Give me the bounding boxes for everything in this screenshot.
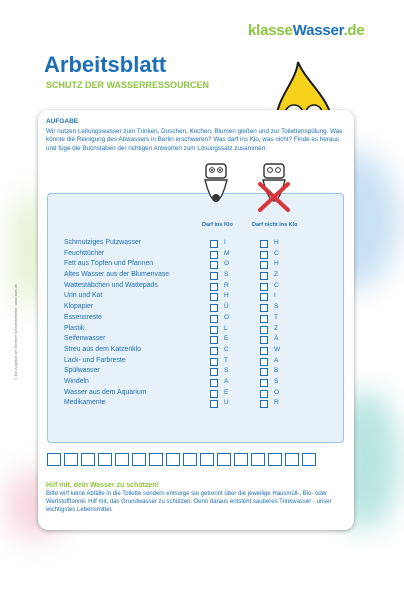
table-row xyxy=(64,399,304,410)
solution-letter-boxes xyxy=(47,453,319,466)
allowed-letter: E xyxy=(224,335,229,343)
not-allowed-letter: S xyxy=(274,303,279,311)
solution-letter-box[interactable] xyxy=(64,453,78,466)
not-allowed-checkbox[interactable] xyxy=(260,336,268,344)
row-item: Altes Wasser aus der Blumenvase xyxy=(64,271,170,279)
row-item: Streu aus dem Katzenklo xyxy=(64,345,141,353)
column-not-allowed-header: Darf nicht ins Klo xyxy=(252,222,298,228)
table-row xyxy=(64,303,304,314)
allowed-checkbox[interactable] xyxy=(210,390,218,398)
solution-letter-box[interactable] xyxy=(302,453,316,466)
allowed-letter: A xyxy=(224,377,229,385)
not-allowed-letter: T xyxy=(274,313,278,321)
allowed-checkbox[interactable] xyxy=(210,336,218,344)
not-allowed-checkbox[interactable] xyxy=(260,272,268,280)
solution-letter-box[interactable] xyxy=(251,453,265,466)
footer-title: Hilf mit, dein Wasser zu schützen! xyxy=(46,482,159,489)
row-item: Feuchttücher xyxy=(64,249,105,257)
not-allowed-letter: C xyxy=(274,281,279,289)
row-item: Urin und Kot xyxy=(64,292,103,300)
allowed-checkbox[interactable] xyxy=(210,347,218,355)
solution-letter-box[interactable] xyxy=(200,453,214,466)
allowed-checkbox[interactable] xyxy=(210,368,218,376)
table-row xyxy=(64,282,304,293)
row-item: Plastik xyxy=(64,324,85,332)
not-allowed-letter: H xyxy=(274,260,279,268)
allowed-checkbox[interactable] xyxy=(210,326,218,334)
allowed-letter: O xyxy=(224,313,230,321)
allowed-checkbox[interactable] xyxy=(210,283,218,291)
not-allowed-letter: Z xyxy=(274,324,278,332)
allowed-checkbox[interactable] xyxy=(210,261,218,269)
task-text: Wir nutzen Leitungswasser zum Trinken, Duschen, Kochen, Blumen gießen und zur Toilettenspülung. Was könnte die Reinigung des Abwassers in Berlin erschweren? Was darf ins Klo, was nicht? Finde es heraus und füge die Buchstaben der richtigen Antworten zum Lösungssatz zusammen: xyxy=(46,128,343,152)
row-item: Windeln xyxy=(64,377,89,385)
row-item: Essensreste xyxy=(64,313,102,321)
allowed-letter: S xyxy=(224,367,229,375)
not-allowed-letter: B xyxy=(274,367,279,375)
happy-toilet-icon xyxy=(201,162,231,220)
allowed-letter: L xyxy=(224,324,228,332)
allowed-checkbox[interactable] xyxy=(210,400,218,408)
page-title: Arbeitsblatt xyxy=(44,52,167,77)
not-allowed-letter: Z xyxy=(274,271,278,279)
allowed-checkbox[interactable] xyxy=(210,251,218,259)
table-row xyxy=(64,346,304,357)
row-item: Seifenwasser xyxy=(64,335,106,343)
not-allowed-checkbox[interactable] xyxy=(260,379,268,387)
allowed-letter: I xyxy=(224,239,226,246)
side-credit: © Ein Angebot der Berliner Wasserbetriebe, www.bwb.de xyxy=(14,284,18,380)
allowed-letter: C xyxy=(224,345,229,353)
table-row xyxy=(64,250,304,261)
allowed-checkbox[interactable] xyxy=(210,304,218,312)
allowed-letter: S xyxy=(224,271,229,279)
solution-letter-box[interactable] xyxy=(217,453,231,466)
allowed-checkbox[interactable] xyxy=(210,315,218,323)
solution-letter-box[interactable] xyxy=(47,453,61,466)
table-row xyxy=(64,325,304,336)
row-item: Medikamente xyxy=(64,399,106,407)
column-allowed-header: Darf ins Klo xyxy=(202,222,233,228)
table-row xyxy=(64,378,304,389)
solution-letter-box[interactable] xyxy=(234,453,248,466)
allowed-letter: H xyxy=(224,292,229,300)
solution-letter-box[interactable] xyxy=(183,453,197,466)
answer-rows xyxy=(64,239,304,410)
allowed-letter: M xyxy=(224,249,230,257)
not-allowed-letter: A xyxy=(274,356,279,364)
allowed-checkbox[interactable] xyxy=(210,379,218,387)
not-allowed-checkbox[interactable] xyxy=(260,315,268,323)
not-allowed-checkbox[interactable] xyxy=(260,283,268,291)
not-allowed-checkbox[interactable] xyxy=(260,368,268,376)
not-allowed-letter: W xyxy=(274,345,281,353)
allowed-letter: E xyxy=(224,388,229,396)
row-item: Fett aus Töpfen und Pfannen xyxy=(64,260,154,268)
not-allowed-checkbox[interactable] xyxy=(260,293,268,301)
row-item: Schmutziges Putzwasser xyxy=(64,239,141,246)
not-allowed-letter: C xyxy=(274,249,279,257)
not-allowed-letter: H xyxy=(274,239,279,246)
solution-letter-box[interactable] xyxy=(285,453,299,466)
solution-letter-box[interactable] xyxy=(81,453,95,466)
not-allowed-checkbox[interactable] xyxy=(260,390,268,398)
row-item: Klopapier xyxy=(64,303,94,311)
not-allowed-checkbox[interactable] xyxy=(260,240,268,248)
allowed-letter: R xyxy=(224,281,229,289)
table-row xyxy=(64,260,304,271)
table-row xyxy=(64,367,304,378)
footer-text: Bitte wirf keine Abfälle in die Toilette sondern entsorge sie getrennt über die jeweilige Hausmüll-, Bio- oder Wertstofftonne. Hilf mit, das Grundwasser zu schützen. Denn daraus entsteht sauberes Trinkwasser - unser wichtigstes Lebensmittel. xyxy=(46,491,332,513)
table-row xyxy=(64,314,304,325)
row-item: Wattestäbchen und Wattepads xyxy=(64,281,158,289)
table-row xyxy=(64,357,304,368)
not-allowed-checkbox[interactable] xyxy=(260,358,268,366)
page-subtitle: SCHUTZ DER WASSERRESSOURCEN xyxy=(46,80,210,90)
sad-toilet-crossed-icon xyxy=(255,162,293,220)
not-allowed-letter: O xyxy=(274,388,280,396)
solution-letter-box[interactable] xyxy=(268,453,282,466)
not-allowed-checkbox[interactable] xyxy=(260,304,268,312)
not-allowed-letter: I xyxy=(274,292,276,300)
row-item: Spülwasser xyxy=(64,367,100,375)
not-allowed-checkbox[interactable] xyxy=(260,251,268,259)
klassewasser-logo: klasseWasser.de xyxy=(248,22,365,39)
solution-letter-box[interactable] xyxy=(166,453,180,466)
not-allowed-checkbox[interactable] xyxy=(260,400,268,408)
not-allowed-letter: S xyxy=(274,377,279,385)
allowed-checkbox[interactable] xyxy=(210,240,218,248)
allowed-letter: Ü xyxy=(224,303,229,311)
allowed-checkbox[interactable] xyxy=(210,293,218,301)
not-allowed-checkbox[interactable] xyxy=(260,347,268,355)
row-item: Wasser aus dem Aquarium xyxy=(64,388,147,396)
solution-letter-box[interactable] xyxy=(149,453,163,466)
solution-letter-box[interactable] xyxy=(132,453,146,466)
not-allowed-checkbox[interactable] xyxy=(260,326,268,334)
task-label: AUFGABE xyxy=(46,118,79,125)
allowed-letter: T xyxy=(224,356,228,364)
allowed-checkbox[interactable] xyxy=(210,272,218,280)
not-allowed-letter: Ä xyxy=(274,335,279,343)
not-allowed-checkbox[interactable] xyxy=(260,261,268,269)
allowed-checkbox[interactable] xyxy=(210,358,218,366)
solution-letter-box[interactable] xyxy=(98,453,112,466)
not-allowed-letter: R xyxy=(274,399,279,407)
table-row xyxy=(64,271,304,282)
table-row xyxy=(64,292,304,303)
solution-letter-box[interactable] xyxy=(115,453,129,466)
table-row xyxy=(64,389,304,400)
table-row xyxy=(64,239,304,250)
table-row xyxy=(64,335,304,346)
allowed-letter: O xyxy=(224,260,230,268)
allowed-letter: U xyxy=(224,399,229,407)
row-item: Lack- und Farbreste xyxy=(64,356,126,364)
